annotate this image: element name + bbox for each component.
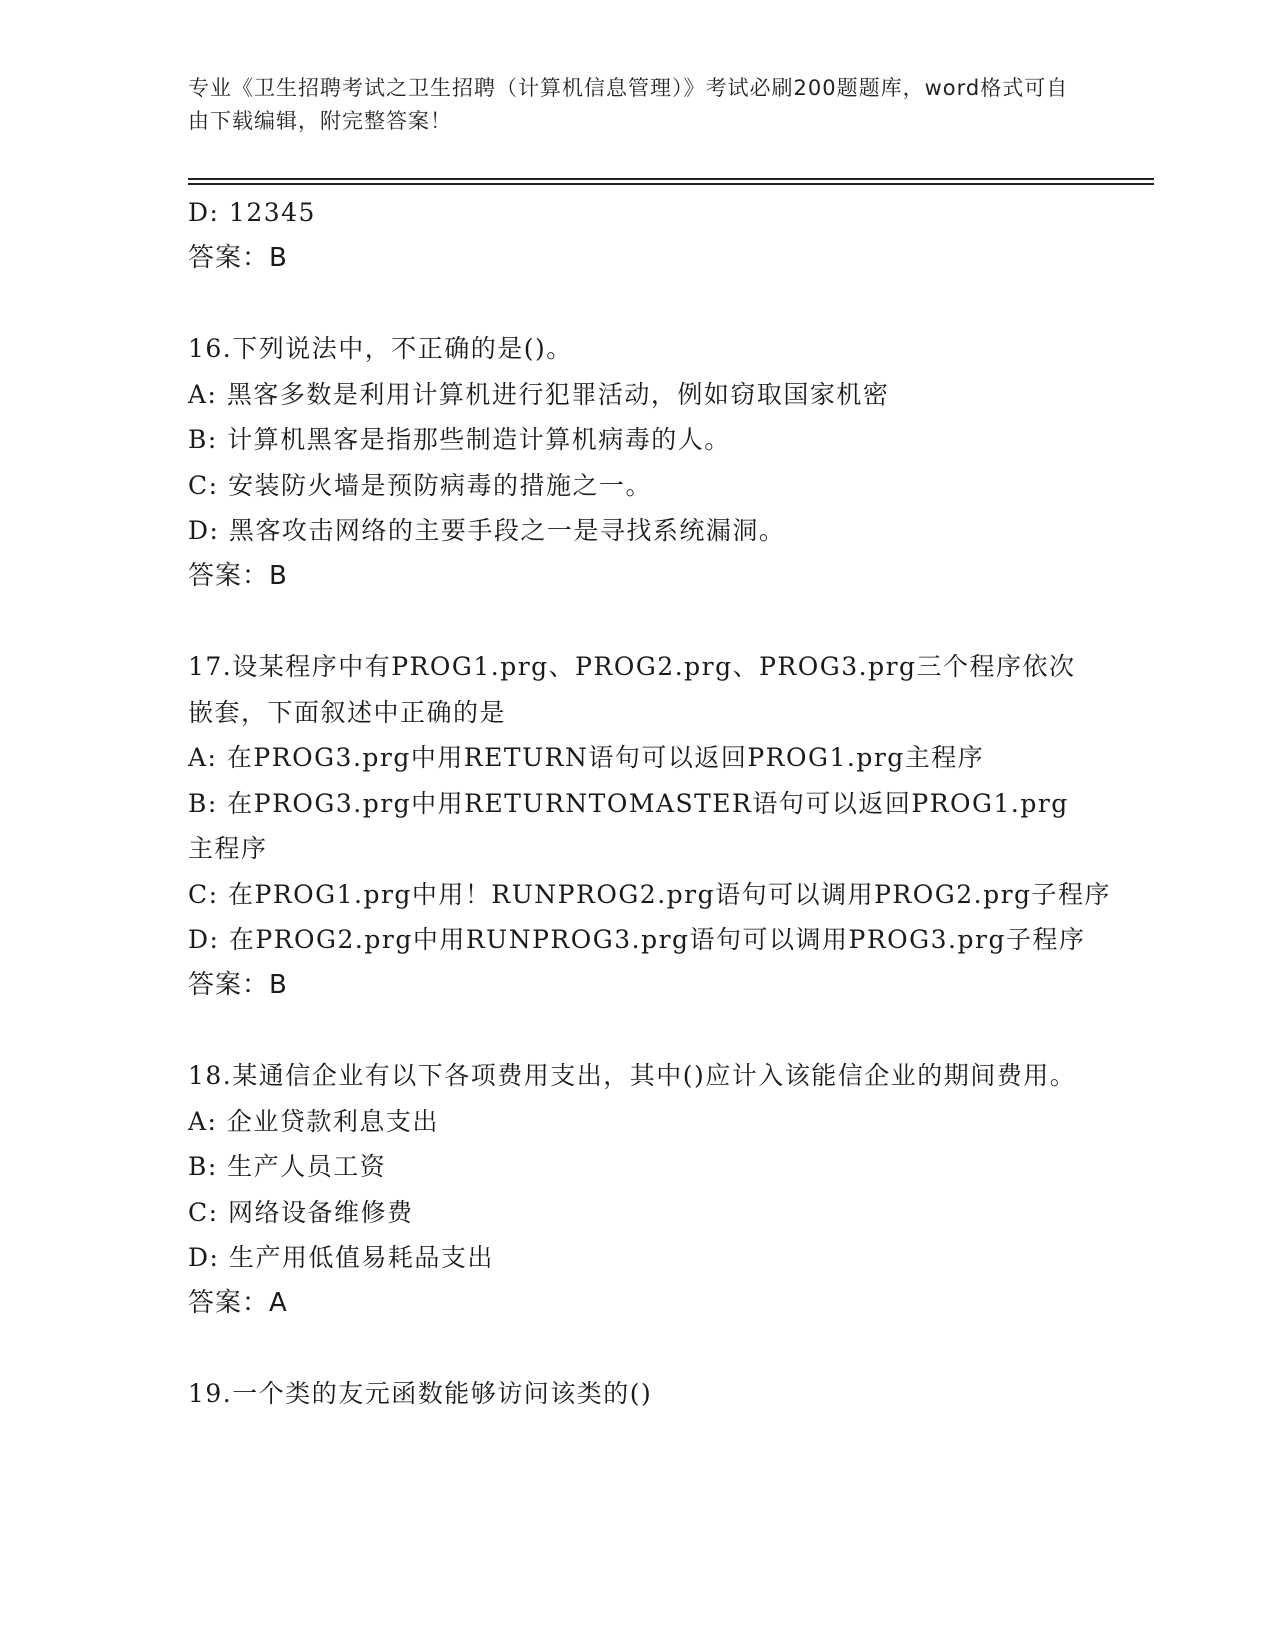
- question-17: [188, 644, 1112, 1008]
- question-stem: 16.下列说法中，不正确的是()。: [188, 334, 573, 363]
- option-a: A: 在PROG3.prg中用RETURN语句可以返回PROG1.prg主程序: [188, 743, 985, 772]
- answer-line: 答案：B: [188, 969, 288, 1000]
- previous-question-tail: [188, 190, 1088, 281]
- document-body: [188, 190, 1112, 1417]
- option-b: B: 计算机黑客是指那些制造计算机病毒的人。: [188, 425, 731, 454]
- option-c: C: 在PROG1.prg中用！RUNPROG2.prg语句可以调用PROG2.prg子程序: [188, 879, 1112, 909]
- option-d: D: 在PROG2.prg中用RUNPROG3.prg语句可以调用PROG3.prg子程序: [188, 925, 1086, 954]
- question-stem: 17.设某程序中有PROG1.prg、PROG2.prg、PROG3.prg三个程序依次嵌套，下面叙述中正确的是: [188, 652, 1076, 727]
- option-d: D: 黑客攻击网络的主要手段之一是寻找系统漏洞。: [188, 516, 786, 545]
- header-rule-bottom: [188, 183, 1154, 185]
- answer-line: 答案：A: [188, 1287, 288, 1318]
- page-header: 专业《卫生招聘考试之卫生招聘（计算机信息管理）》考试必刷200题题库，word格式可自由下载编辑，附完整答案！: [188, 76, 1069, 133]
- option-d: D: 12345: [188, 198, 316, 227]
- question-16: [188, 326, 1088, 599]
- answer-line: 答案：B: [188, 560, 288, 591]
- option-c: C: 安装防火墙是预防病毒的措施之一。: [188, 470, 652, 500]
- question-stem: 18.某通信企业有以下各项费用支出，其中()应计入该能信企业的期间费用。: [188, 1061, 1077, 1090]
- option-d: D: 生产用低值易耗品支出: [188, 1243, 494, 1272]
- answer-line: 答案：B: [188, 242, 288, 273]
- option-c: C: 网络设备维修费: [188, 1197, 414, 1227]
- header-rule-top: [188, 178, 1154, 180]
- option-b: B: 生产人员工资: [188, 1152, 387, 1181]
- question-stem: 19.一个类的友元函数能够访问该类的(): [188, 1379, 653, 1408]
- option-a: A: 企业贷款利息支出: [188, 1106, 439, 1136]
- option-b: B: 在PROG3.prg中用RETURNTOMASTER语句可以返回PROG1.prg主程序: [188, 788, 1069, 863]
- question-18: [188, 1053, 1088, 1326]
- question-19: [188, 1371, 1088, 1417]
- option-a: A: 黑客多数是利用计算机进行犯罪活动，例如窃取国家机密: [188, 379, 890, 409]
